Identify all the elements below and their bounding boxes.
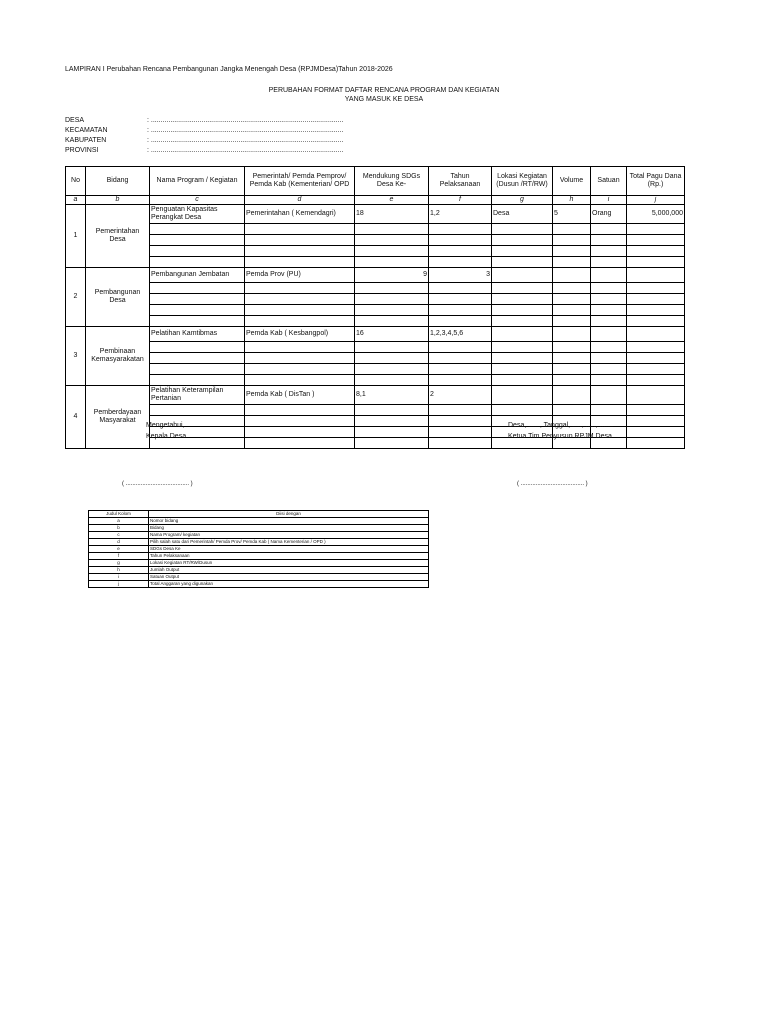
legend-row xyxy=(89,532,429,539)
info-value: : ................................................................................................... xyxy=(147,127,344,134)
cell-satuan xyxy=(591,386,627,405)
header-tahun: Tahun Pelaksanaan xyxy=(429,167,492,196)
legend-row xyxy=(89,574,429,581)
legend-header-col2: Diisi dengan xyxy=(149,511,429,518)
table-row-empty xyxy=(66,305,685,316)
letter-cell: g xyxy=(492,196,553,205)
legend-desc: Satuan Output xyxy=(149,574,429,581)
table-row-empty xyxy=(66,294,685,305)
table-row-empty xyxy=(66,283,685,294)
legend-desc: Bidang xyxy=(149,525,429,532)
cell-pemda: Pemerintahan ( Kemendagri) xyxy=(245,205,355,224)
document-title: LAMPIRAN I Perubahan Rencana Pembangunan Jangka Menengah Desa (RPJMDesa)Tahun 2018-2026 xyxy=(65,66,393,73)
cell-satuan: Orang xyxy=(591,205,627,224)
cell-lokasi: Desa xyxy=(492,205,553,224)
cell-program: Pelatihan Kamtibmas xyxy=(150,327,245,342)
subtitle-line-2: YANG MASUK KE DESA xyxy=(344,96,424,103)
cell-lokasi xyxy=(492,386,553,405)
legend-col: e xyxy=(89,546,149,553)
legend-desc: SDGs Desa Ke xyxy=(149,546,429,553)
cell-sdgs: 16 xyxy=(355,327,429,342)
info-label: KABUPATEN xyxy=(65,137,107,144)
legend-row xyxy=(89,560,429,567)
legend-col: b xyxy=(89,525,149,532)
info-label: PROVINSI xyxy=(65,147,99,154)
letter-cell: j xyxy=(627,196,685,205)
info-value: : ................................................................................................... xyxy=(147,117,344,124)
cell-sdgs: 8,1 xyxy=(355,386,429,405)
table-row-empty xyxy=(66,342,685,353)
legend-col: c xyxy=(89,532,149,539)
letter-cell: e xyxy=(355,196,429,205)
letter-cell: i xyxy=(591,196,627,205)
cell-sdgs: 9 xyxy=(355,268,429,283)
table-row-empty xyxy=(66,224,685,235)
table-row xyxy=(66,386,685,405)
legend-col: j xyxy=(89,581,149,588)
cell-tahun: 1,2,3,4,5,6 xyxy=(429,327,492,342)
table-row xyxy=(66,205,685,224)
legend-row xyxy=(89,553,429,560)
cell-sdgs: 18 xyxy=(355,205,429,224)
header-pemda: Pemerintah/ Pemda Pemprov/ Pemda Kab (Kementerian/ OPD xyxy=(245,167,355,196)
legend-desc: Nomor bidang xyxy=(149,518,429,525)
header-satuan: Satuan xyxy=(591,167,627,196)
legend-col: f xyxy=(89,553,149,560)
header-sdgs: Mendukung SDGs Desa Ke- xyxy=(355,167,429,196)
legend-row xyxy=(89,567,429,574)
cell-bidang: Pembangunan Desa xyxy=(86,268,150,327)
table-row-empty xyxy=(66,316,685,327)
cell-lokasi xyxy=(492,268,553,283)
cell-program: Penguatan Kapasitas Perangkat Desa xyxy=(150,205,245,224)
legend-col: g xyxy=(89,560,149,567)
cell-volume: 5 xyxy=(553,205,591,224)
cell-bidang: Pemberdayaan Masyarakat xyxy=(86,386,150,449)
table-row-empty xyxy=(66,246,685,257)
legend-header-col1: Judul Kolom xyxy=(89,511,149,518)
legend-desc: Nama Program/ kegiatan xyxy=(149,532,429,539)
legend-col: i xyxy=(89,574,149,581)
signature-left-line1: Mengetahui, xyxy=(146,422,185,429)
table-row-empty xyxy=(66,405,685,416)
cell-program: Pembangunan Jembatan xyxy=(150,268,245,283)
table-row-empty xyxy=(66,364,685,375)
letter-cell: d xyxy=(245,196,355,205)
cell-pagu xyxy=(627,268,685,283)
cell-program: Pelatihan Keterampilan Pertanian xyxy=(150,386,245,405)
legend-table xyxy=(88,510,429,588)
subtitle-line-1: PERUBAHAN FORMAT DAFTAR RENCANA PROGRAM DAN KEGIATAN xyxy=(268,87,500,94)
letter-cell: f xyxy=(429,196,492,205)
info-value: : ................................................................................................... xyxy=(147,147,344,154)
legend-desc: Pilih salah satu dari Pemerintah/ Pemda Prov/ Pemda Kab ( Nama Kementerian / OPD ) xyxy=(149,539,429,546)
letter-cell: a xyxy=(66,196,86,205)
cell-volume xyxy=(553,327,591,342)
table-row xyxy=(66,327,685,342)
legend-header-row xyxy=(89,511,429,518)
cell-satuan xyxy=(591,327,627,342)
header-lokasi: Lokasi Kegiatan (Dusun /RT/RW) xyxy=(492,167,553,196)
cell-volume xyxy=(553,386,591,405)
table-row xyxy=(66,268,685,283)
cell-no: 1 xyxy=(66,205,86,268)
signature-left-blank: ( ...................................... ) xyxy=(122,481,193,487)
letter-cell: h xyxy=(553,196,591,205)
letter-cell: c xyxy=(150,196,245,205)
legend-row xyxy=(89,518,429,525)
legend-row xyxy=(89,581,429,588)
legend-desc: Total Anggaran yang digunakan xyxy=(149,581,429,588)
cell-pemda: Pemda Kab ( Kesbangpol) xyxy=(245,327,355,342)
cell-pemda: Pemda Prov (PU) xyxy=(245,268,355,283)
legend-col: a xyxy=(89,518,149,525)
header-program: Nama Program / Kegiatan xyxy=(150,167,245,196)
signature-left xyxy=(146,420,186,442)
cell-pagu xyxy=(627,327,685,342)
info-label: DESA xyxy=(65,117,85,124)
legend-row xyxy=(89,539,429,546)
info-label: KECAMATAN xyxy=(65,127,108,134)
table-row-empty xyxy=(66,257,685,268)
cell-lokasi xyxy=(492,327,553,342)
letter-cell: b xyxy=(86,196,150,205)
cell-tahun: 1,2 xyxy=(429,205,492,224)
legend-col: d xyxy=(89,539,149,546)
legend-desc: Jumlah Output xyxy=(149,567,429,574)
signature-right-line1: Desa, ......, Tanggal, ....., ....., ....... xyxy=(508,422,613,429)
info-value: : ................................................................................................... xyxy=(147,137,344,144)
cell-satuan xyxy=(591,268,627,283)
cell-volume xyxy=(553,268,591,283)
cell-bidang: Pemerintahan Desa xyxy=(86,205,150,268)
legend-row xyxy=(89,525,429,532)
table-header-row xyxy=(66,167,685,196)
header-pagu: Total Pagu Dana (Rp.) xyxy=(627,167,685,196)
signature-right xyxy=(508,420,613,442)
table-letter-row xyxy=(66,196,685,205)
cell-bidang: Pembinaan Kemasyarakatan xyxy=(86,327,150,386)
legend-row xyxy=(89,546,429,553)
table-row-empty xyxy=(66,375,685,386)
signature-left-line2: Kepala Desa xyxy=(146,433,187,440)
cell-pagu: 5,000,000 xyxy=(627,205,685,224)
cell-no: 2 xyxy=(66,268,86,327)
program-table xyxy=(65,166,685,449)
signature-right-line2: Ketua Tim Penyusun RPJM Desa xyxy=(508,433,612,440)
cell-pagu xyxy=(627,386,685,405)
header-volume: Volume xyxy=(553,167,591,196)
legend-desc: Lokasi Kegiatan RT/RW/Dusun xyxy=(149,560,429,567)
legend-col: h xyxy=(89,567,149,574)
cell-tahun: 2 xyxy=(429,386,492,405)
document-subtitle xyxy=(0,86,768,104)
header-bidang: Bidang xyxy=(86,167,150,196)
cell-no: 3 xyxy=(66,327,86,386)
signature-right-blank: ( ...................................... ) xyxy=(517,481,588,487)
legend-desc: Tahun Pelaksanaan xyxy=(149,553,429,560)
cell-pemda: Pemda Kab ( DisTan ) xyxy=(245,386,355,405)
cell-tahun: 3 xyxy=(429,268,492,283)
header-no: No xyxy=(66,167,86,196)
table-row-empty xyxy=(66,353,685,364)
table-row-empty xyxy=(66,235,685,246)
cell-no: 4 xyxy=(66,386,86,449)
